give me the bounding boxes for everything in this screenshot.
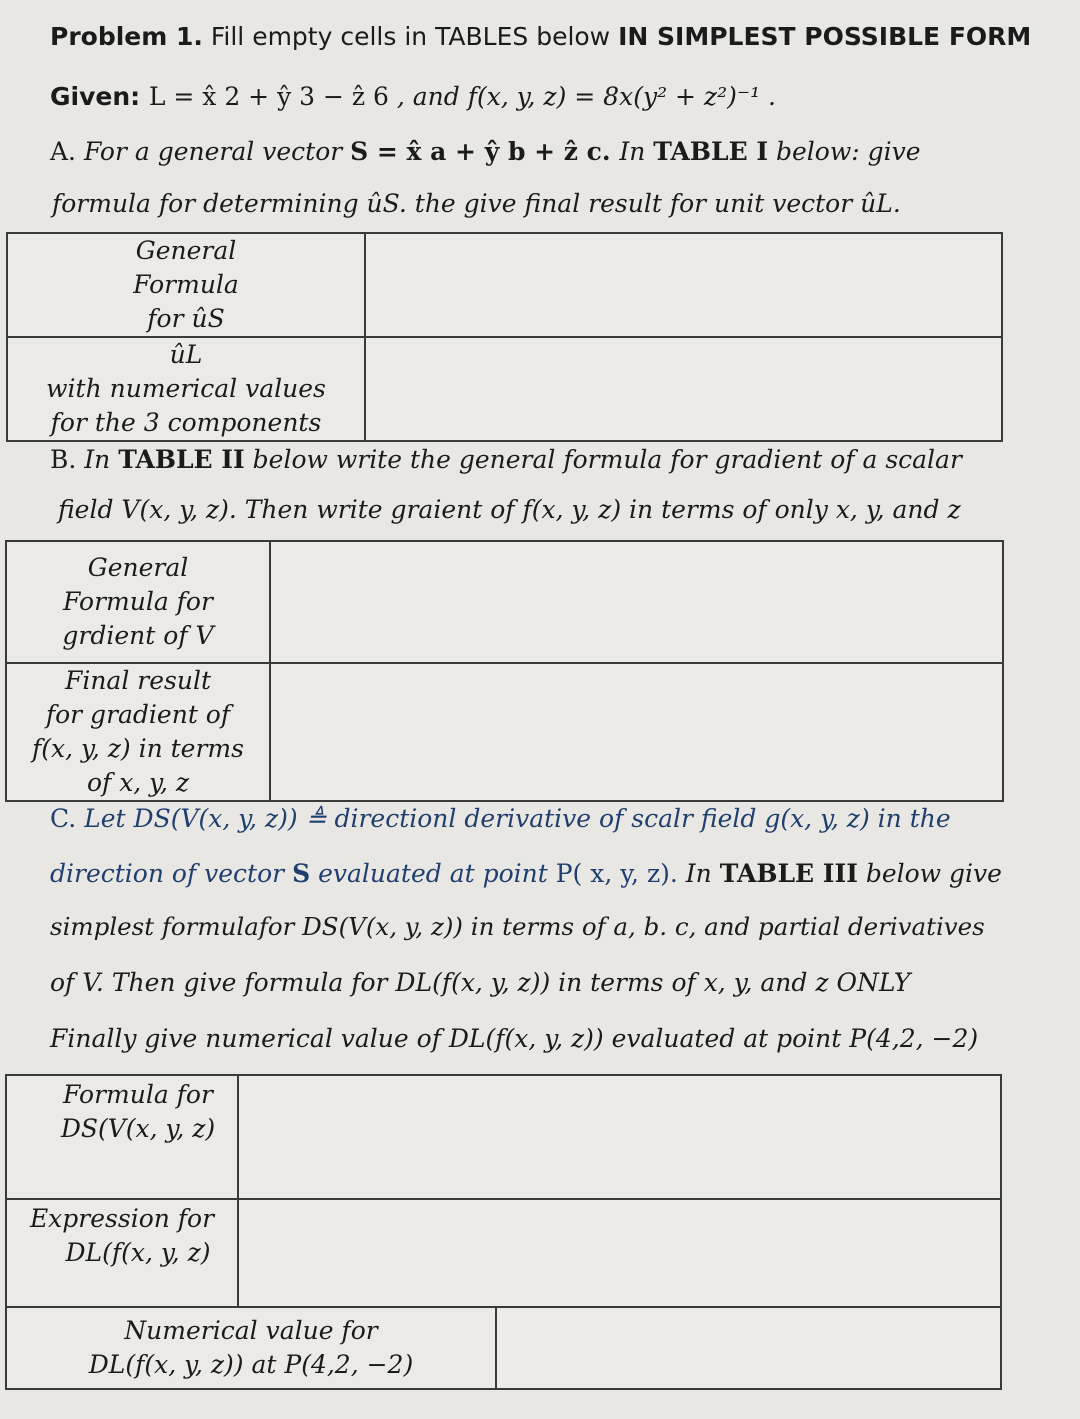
table-3-row3-answer-cell[interactable] [496, 1307, 1001, 1389]
table-3-row2-answer-cell[interactable] [238, 1199, 1001, 1307]
part-b-table-ref: TABLE II [118, 445, 245, 474]
part-c-text-1: Let DS(V(x, y, z)) ≜ directionl derivative of scalr field g(x, y, z) in the [84, 804, 951, 833]
part-a-label: A. [50, 137, 84, 166]
table-1-row1-answer-cell[interactable] [365, 233, 1002, 337]
part-b-label: B. [50, 445, 85, 474]
given-label: Given: [50, 82, 149, 111]
part-a-in: In [619, 137, 654, 166]
problem-label: Problem 1. [50, 22, 203, 51]
part-c-rest: below give [857, 859, 1002, 888]
table-3-row1-answer-cell[interactable] [238, 1075, 1001, 1199]
part-a-line2: formula for determining ûS. the give final result for unit vector ûL. [52, 189, 901, 218]
table-1-row2-label: ûL with numerical values for the 3 components [7, 337, 365, 441]
table-1-row2-answer-cell[interactable] [365, 337, 1002, 441]
table-2-row1-label: General Formula for grdient of V [6, 541, 270, 663]
instruction-plain: Fill empty cells in TABLES below [202, 22, 619, 51]
table-3 [5, 1074, 1002, 1390]
part-c-line4: of V. Then give formula for DL(f(x, y, z)) in terms of x, y, and z ONLY [50, 968, 911, 997]
table-1-row1-label: General Formula for ûS [7, 233, 365, 337]
part-c-table-ref: TABLE III [719, 859, 858, 888]
part-c-point: P( x, y, z). [555, 859, 686, 888]
part-a-vector: S = x̂ a + ŷ b + ẑ c. [350, 137, 620, 166]
part-c-line2 [50, 857, 1002, 891]
part-c-in: In [685, 859, 720, 888]
table-3-row2-label: Expression for DL(f(x, y, z) [6, 1199, 238, 1307]
table-2-row1-answer-cell[interactable] [270, 541, 1003, 663]
part-a-rest: below: give [768, 137, 921, 166]
part-b-line2: field V(x, y, z). Then write graient of f(x, y, z) in terms of only x, y, and z [58, 495, 961, 524]
part-c-vector-s: S [292, 859, 311, 888]
part-c-evaluated: evaluated at point [310, 859, 556, 888]
part-a-table-ref: TABLE I [653, 137, 769, 166]
given-function: , and f(x, y, z) = 8x(y² + z²)⁻¹ . [396, 82, 776, 111]
table-2-row2-answer-cell[interactable] [270, 663, 1003, 801]
part-b-in: In [84, 445, 119, 474]
part-a-line1 [50, 135, 921, 169]
given-line [50, 80, 776, 114]
table-1 [6, 232, 1003, 442]
problem-title-line [50, 20, 1031, 54]
part-c-direction: direction of vector [50, 859, 293, 888]
table-3-row1-label: Formula for DS(V(x, y, z) [6, 1075, 238, 1199]
part-b-rest: below write the general formula for gradient of a scalar [244, 445, 962, 474]
part-c-line5: Finally give numerical value of DL(f(x, y, z)) evaluated at point P(4,2, −2) [50, 1024, 979, 1053]
table-3-row3-label: Numerical value for DL(f(x, y, z)) at P(4,2, −2) [6, 1307, 496, 1389]
part-b-line1 [50, 443, 962, 477]
table-2 [5, 540, 1004, 802]
part-c-line1 [50, 802, 951, 836]
part-a-text: For a general vector [83, 137, 351, 166]
given-vector: L = x̂ 2 + ŷ 3 − ẑ 6 [148, 82, 397, 111]
instruction-bold: IN SIMPLEST POSSIBLE FORM [618, 22, 1032, 51]
table-2-row2-label: Final result for gradient of f(x, y, z) in terms of x, y, z [6, 663, 270, 801]
part-c-label: C. [50, 804, 85, 833]
part-c-line3: simplest formulafor DS(V(x, y, z)) in terms of a, b. c, and partial derivatives [50, 912, 985, 941]
